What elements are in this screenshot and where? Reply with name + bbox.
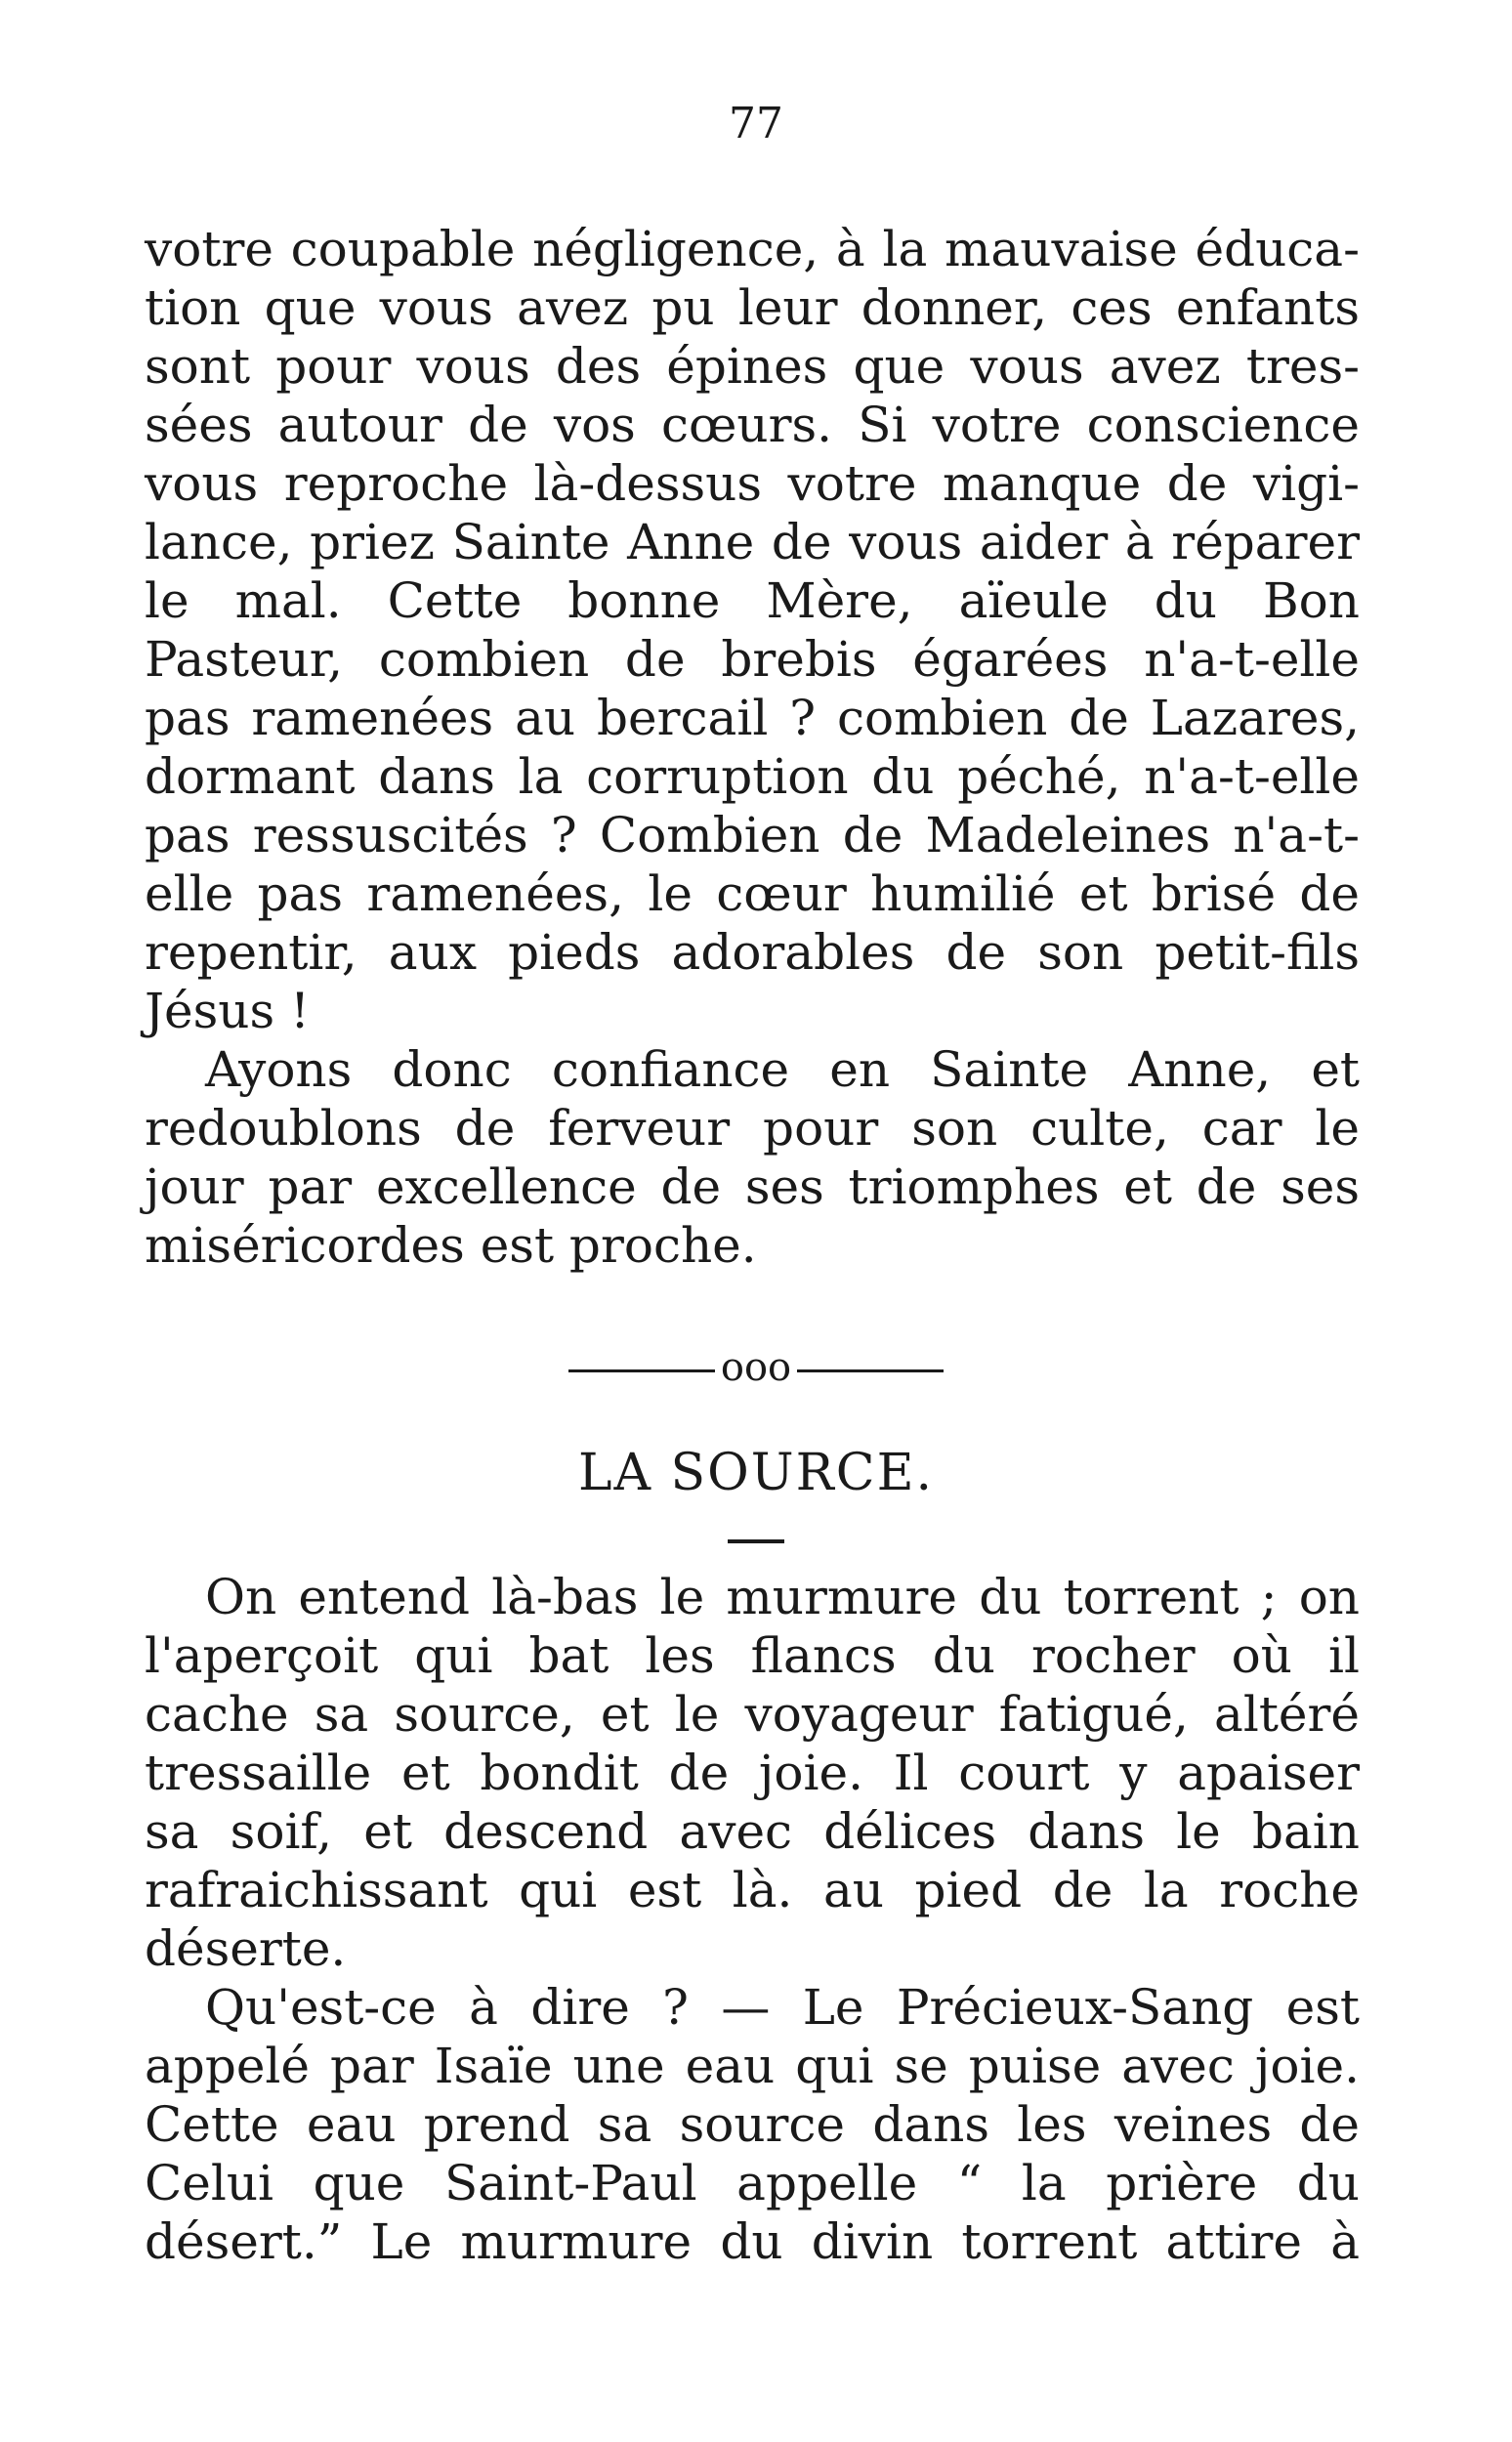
paragraph-block-la-source — [145, 1568, 1360, 2271]
text-line: Cette eau prend sa source dans les veines de — [145, 2096, 1360, 2153]
paragraph-block-sainte-anne — [145, 220, 1360, 1275]
text-line: l'aperçoit qui bat les flancs du rocher où il — [145, 1627, 1360, 1684]
text-line: lance, priez Sainte Anne de vous aider à réparer — [145, 514, 1360, 570]
text-line: pas ressuscités ? Combien de Madeleines n'a-t- — [145, 807, 1360, 863]
text-line: déserte. — [145, 1920, 347, 1977]
text-line: sa soif, et descend avec délices dans le bain — [145, 1803, 1360, 1860]
text-line: Jésus ! — [145, 983, 311, 1039]
text-line: repentir, aux pieds adorables de son petit-fils — [145, 924, 1360, 981]
text-line: vous reproche là-dessus votre manque de vigi- — [145, 455, 1360, 512]
text-line: dormant dans la corruption du péché, n'a-t-elle — [145, 748, 1360, 805]
text-line: Qu'est-ce à dire ? — Le Précieux-Sang est — [205, 1979, 1360, 2036]
text-line: sont pour vous des épines que vous avez tres- — [145, 338, 1360, 395]
text-line: appelé par Isaïe une eau qui se puise avec joie. — [145, 2038, 1360, 2094]
text-line: votre coupable négligence, à la mauvaise éduca- — [145, 221, 1360, 277]
separator-rule-left — [568, 1369, 715, 1372]
text-line: rafraichissant qui est là. au pied de la roche — [145, 1862, 1360, 1918]
text-line: Celui que Saint-Paul appelle “ la prière du — [145, 2155, 1360, 2211]
title-underline-rule — [728, 1539, 784, 1543]
section-title: LA SOURCE. — [577, 1444, 935, 1502]
text-line: désert.” Le murmure du divin torrent attire à — [145, 2213, 1360, 2270]
text-line: redoublons de ferveur pour son culte, car le — [145, 1100, 1360, 1157]
page-number: 77 — [729, 99, 783, 148]
text-line: miséricordes est proche. — [145, 1217, 757, 1274]
text-line: sées autour de vos cœurs. Si votre conscience — [145, 397, 1360, 453]
separator-rule-right — [797, 1369, 944, 1372]
text-line: On entend là-bas le murmure du torrent ; on — [205, 1569, 1360, 1625]
section-separator — [0, 1343, 1512, 1392]
text-line: pas ramenées au bercail ? combien de Lazares, — [145, 690, 1360, 746]
text-line: cache sa source, et le voyageur fatigué, altéré — [145, 1686, 1360, 1743]
separator-ornament: ooo — [720, 1345, 792, 1390]
text-line: tressaille et bondit de joie. Il court y apaiser — [145, 1745, 1360, 1801]
text-line: jour par excellence de ses triomphes et de ses — [145, 1158, 1360, 1215]
text-line: le mal. Cette bonne Mère, aïeule du Bon — [145, 572, 1360, 629]
text-line: elle pas ramenées, le cœur humilié et brisé de — [145, 865, 1360, 922]
text-line: Ayons donc confiance en Sainte Anne, et — [205, 1041, 1360, 1098]
text-line: tion que vous avez pu leur donner, ces enfants — [145, 279, 1360, 336]
text-line: Pasteur, combien de brebis égarées n'a-t-elle — [145, 631, 1360, 688]
